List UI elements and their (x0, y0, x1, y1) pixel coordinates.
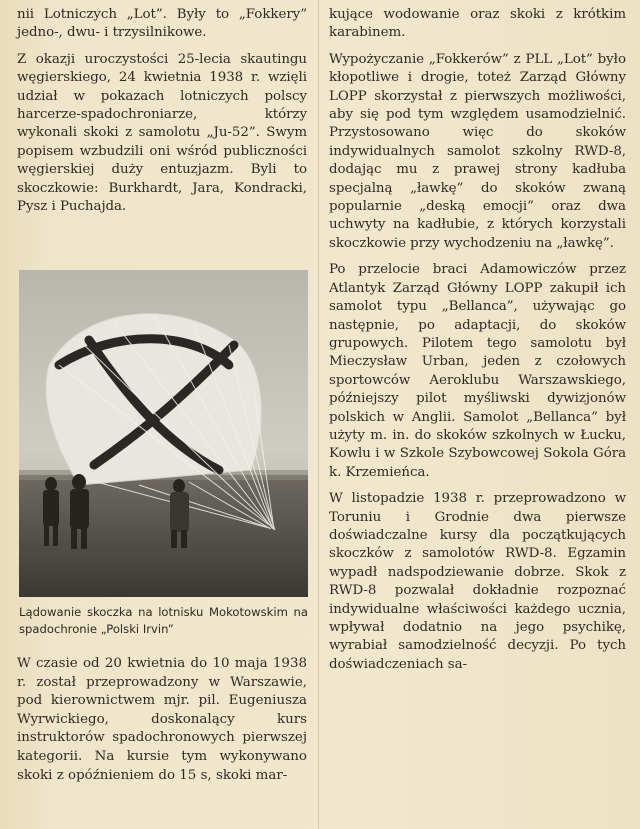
paragraph-fokkery: nii Lotniczych „Lot”. Były to „Fokkery” jedno-, dwu- i trzysilnikowe. (17, 7, 307, 41)
paragraph-rwd8: Wypożyczanie „Fokkerów” z PLL „Lot” było kłopotliwe i drogie, toteż Zarząd Główny LOPP skorzystał z pierwszych możliwości, aby się pod tym względem usamodzielnić. Przystosowano więc do skoków indywidualnych samolot szkolny RWD-8, dodając mu z prawej strony kadłuba specjalną „ławkę” do skoków zwaną popularnie „deską emocji” oraz dwa uchwyty na kadłubie, z których korzystali skoczkowie przy wychodzeniu na „ławkę”. (329, 51, 626, 251)
column-divider (318, 0, 319, 829)
photo-caption: Lądowanie skoczka na lotnisku Mokotowskim na spadochronie „Polski Irvin” (19, 605, 308, 636)
paragraph-november-1938: W listopadzie 1938 r. przeprowadzono w Toruniu i Grodnie dwa pierwsze doświadczalne kursy dla początkujących skoczków z samolotów RWD-8. Egzamin wypadł nadspodziewanie dobrze. Skok z RWD-8 pozwalał dokładnie rozpoznać indywidualne właściwości każdego ucznia, wpływał dodatnio na jego psychikę, wyrabiał samodzielność decyzji. Po tych doświadczeniach sa- (329, 491, 626, 672)
right-column (329, 6, 626, 682)
paragraph-bellanca: Po przelocie braci Adamowiczów przez Atlantyk Zarząd Główny LOPP zakupił ich samolot typu „Bellanca”, używając go następnie, po adaptacji, do skoków grupowych. Pilotem tego samolotu był Mieczysław Urban, jeden z czołowych sportowców Aeroklubu Warszawskiego, późniejszy pilot myśliwski dywizjonów polskich w Anglii. Samolot „Bellanca” był użyty m. in. do skoków szkolnych w Łucku, Kowlu i w Szkole Szybowcowej Sokola Góra k. Krzemieńca. (329, 262, 626, 480)
paragraph-continuation: kujące wodowanie oraz skoki z krótkim karabinem. (329, 7, 626, 41)
paragraph-instructor-course: W czasie od 20 kwietnia do 10 maja 1938 r. został przeprowadzony w Warszawie, pod kierownictwem mjr. pil. Eugeniusza Wyrwickiego, doskonalący kurs instruktorów spadochronowych pierwszej kategorii. Na kursie tym wykonywano skoki z opóźnieniem do 15 s, skoki mar- (17, 656, 307, 783)
parachute-landing-photo (19, 270, 308, 597)
left-column (17, 6, 307, 224)
left-column-bottom (17, 655, 307, 785)
paragraph-hungarian-scouting: Z okazji uroczystości 25-lecia skautingu węgierskiego, 24 kwietnia 1938 r. wzięli udział w pokazach lotniczych polscy harcerze-spadochroniarze, którzy wykonali skoki z samolotu „Ju-52”. Swym popisem wzbudzili oni wśród publiczności węgierskiej duży entuzjazm. Byli to skoczkowie: Burkhardt, Jara, Kondracki, Pysz i Puchajda. (17, 51, 307, 215)
